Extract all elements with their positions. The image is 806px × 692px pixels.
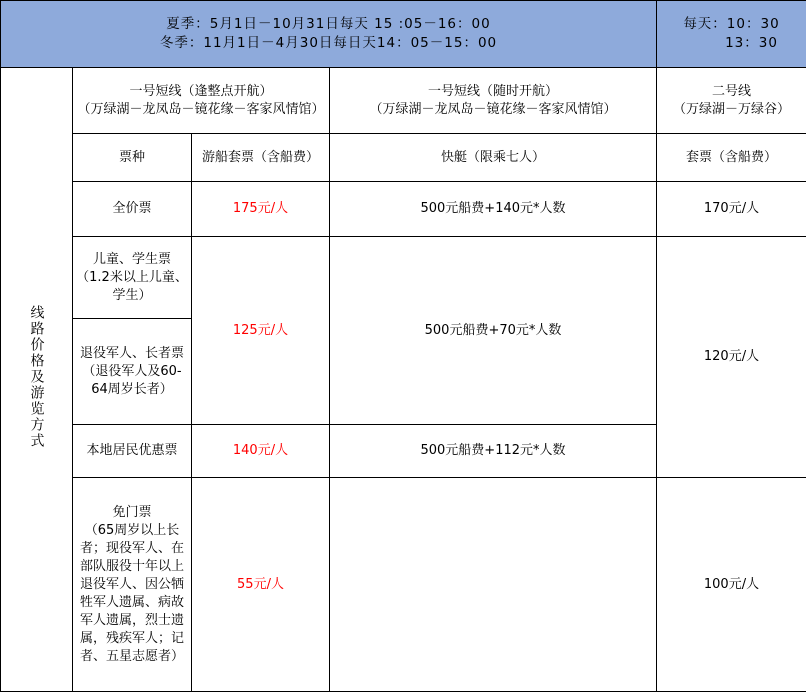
route1-scheduled-path: （万绿湖－龙凤岛－镜花缘－客家风情馆） bbox=[75, 101, 327, 119]
col-ticket-type: 票种 bbox=[73, 134, 192, 182]
daily-time-2: 13：30 bbox=[659, 34, 804, 53]
summer-schedule: 夏季：5月1日－10月31日每天 15 :05－16：00 bbox=[3, 15, 654, 34]
daily-schedule-cell bbox=[657, 1, 806, 68]
full-package-price: 170元/人 bbox=[657, 182, 806, 237]
local-ticket-type: 本地居民优惠票 bbox=[73, 425, 192, 478]
local-speedboat-price: 500元船费+112元*人数 bbox=[330, 425, 657, 478]
free-ticket-name: 免门票 bbox=[75, 504, 189, 522]
veteran-ticket-name: 退役军人、长者票 bbox=[75, 345, 189, 363]
route1-anytime-path: （万绿湖－龙凤岛－镜花缘－客家风情馆） bbox=[332, 101, 654, 119]
route1-scheduled-title: 一号短线（逢整点开航） bbox=[75, 83, 327, 101]
full-ticket-type: 全价票 bbox=[73, 182, 192, 237]
free-ticket-type bbox=[73, 478, 192, 692]
col-package: 套票（含船费） bbox=[657, 134, 806, 182]
child-veteran-speedboat-price: 500元船费+70元*人数 bbox=[330, 237, 657, 425]
free-package-price: 100元/人 bbox=[657, 478, 806, 692]
route1-scheduled-header bbox=[73, 68, 330, 134]
route2-header bbox=[657, 68, 806, 134]
col-speedboat: 快艇（限乘七人） bbox=[330, 134, 657, 182]
season-schedule-cell bbox=[1, 1, 657, 68]
free-cruise-price: 55元/人 bbox=[192, 478, 330, 692]
local-cruise-price: 140元/人 bbox=[192, 425, 330, 478]
route1-anytime-title: 一号短线（随时开航） bbox=[332, 83, 654, 101]
daily-time-1: 每天：10：30 bbox=[659, 15, 804, 34]
veteran-ticket-note: （退役军人及60-64周岁长者） bbox=[75, 363, 189, 399]
col-cruise-package: 游船套票（含船费） bbox=[192, 134, 330, 182]
veteran-ticket-type bbox=[73, 319, 192, 425]
child-veteran-local-package-price: 120元/人 bbox=[657, 237, 806, 478]
child-veteran-cruise-price: 125元/人 bbox=[192, 237, 330, 425]
free-speedboat-price bbox=[330, 478, 657, 692]
route1-anytime-header bbox=[330, 68, 657, 134]
child-ticket-note: （1.2米以上儿童、学生） bbox=[75, 269, 189, 305]
section-label: 线路价格及游览方式 bbox=[29, 305, 45, 449]
route2-title: 二号线 bbox=[659, 83, 804, 101]
winter-schedule: 冬季：11月1日－4月30日每日天14：05－15：00 bbox=[3, 34, 654, 53]
full-speedboat-price: 500元船费+140元*人数 bbox=[330, 182, 657, 237]
child-ticket-type bbox=[73, 237, 192, 319]
free-ticket-note: （65周岁以上长者；现役军人、在部队服役十年以上退役军人、因公牺牲军人遗属、病故军人遗属，烈士遗属，残疾军人；记者、五星志愿者） bbox=[75, 522, 189, 666]
full-cruise-price: 175元/人 bbox=[192, 182, 330, 237]
section-label-cell bbox=[1, 68, 73, 692]
child-ticket-name: 儿童、学生票 bbox=[75, 251, 189, 269]
route2-path: （万绿湖－万绿谷） bbox=[659, 101, 804, 119]
